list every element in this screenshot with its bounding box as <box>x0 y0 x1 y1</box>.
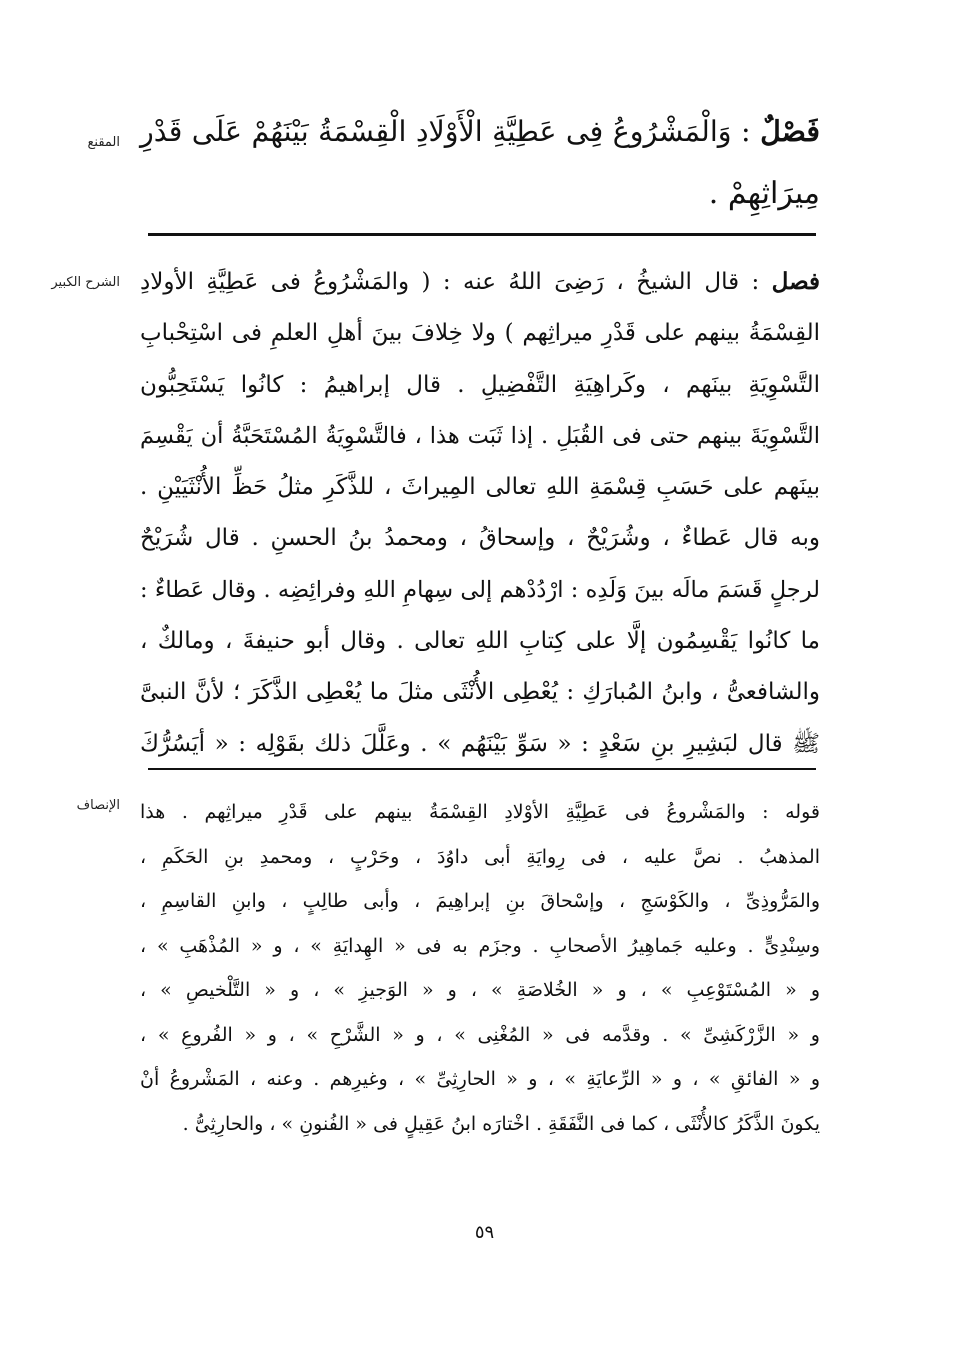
sharh-line-4: التَّسْوِيَةَ بينهم حتى فى القُبَلِ . إذا ثَبَت هذا ، فالتَّسْوِيَةُ المُسْتَحَبَّةُ أن يَقْسِمَ <box>140 422 820 449</box>
sharh-line-2: القِسْمَةُ بينهم على قَدْرِ ميراثِهم ) ولا خِلافَ بينَ أهلِ العلمِ فى اسْتِحْبابِ <box>140 320 820 347</box>
insaf-line-3: والمَرُّوذِىِّ ، والكَوْسَجِ ، وإسْحاقَ بنِ إبراهِيمَ ، وأبى طالِبٍ ، وابنِ القاسِمِ ، <box>140 890 820 912</box>
source-label-insaf: الإنصاف <box>76 798 120 813</box>
sharh-line-7: لرجلٍ قَسَمَ مالَه بينَ وَلَدِه : ارْدُدْهم إلى سِهامِ اللهِ وفرائِضِه . وقال عَطاءٌ : <box>140 576 820 603</box>
section-divider-2 <box>148 768 816 770</box>
insaf-text-block <box>140 790 820 1146</box>
sharh-heading: فصل <box>771 268 821 295</box>
muqni-heading: فَصْلٌ <box>760 114 820 148</box>
insaf-line-2: المذهبُ . نصَّ عليه ، فى رِوايَةِ أبى داوُدَ ، وحَرْبٍ ، ومحمدِ بنِ الحَكَمِ ، <box>140 845 820 868</box>
insaf-line-5: و « المُسْتَوْعِبِ » ، و « الخُلاصَةِ » ، و « الوَجيزِ » ، و « التَّلْخيصِ » ، <box>140 979 820 1001</box>
muqni-line-1-text: : وَالْمَشْرُوعُ فِى عَطِيَّةِ الْأَوْلَادِ الْقِسْمَةُ بَيْنَهُمْ عَلَى قَدْرِ <box>140 115 751 148</box>
sharh-line-6: وبه قال عَطاءٌ ، وشُرَيْحٌ ، وإسحاقُ ، ومحمدُ بنُ الحسنِ . قال شُرَيْحٌ <box>140 525 820 552</box>
insaf-line-4: وسِنْدِىٍّ . وعليه جَماهِيرُ الأصحابِ . وجزَم به فى « الهِدايَةِ » ، و « المُذْهَبِ » ، <box>140 934 820 957</box>
insaf-line-7: و « الفائقِ » ، و « الرِّعايَةِ » ، و « الحارِثِىِّ » ، وغيرِهم . وعنه ، المَشْروعُ أنْ <box>140 1068 820 1090</box>
source-label-muqni: المقنع <box>87 135 120 150</box>
muqni-line-1 <box>140 100 820 163</box>
insaf-line-1: قوله : والمَشْروعُ فى عَطِيَّةِ الأوْلادِ القِسْمَةُ بينهم على قَدْرِ ميراثِهم . هذا <box>140 801 820 823</box>
source-label-sharh: الشرح الكبير <box>51 275 120 290</box>
insaf-line-8: يكونَ الذَّكَرُ كالأُنْثَى ، كما فى النَّفَقَةِ . اخْتارَه ابنُ عَقِيلٍ فى « الفُنونِ » ، والحارِثِىُّ . <box>182 1112 820 1135</box>
section-divider-1 <box>148 233 816 236</box>
page-number: ٥٩ <box>474 1222 495 1243</box>
sharh-line-9: والشافعىُّ ، وابنُ المُبارَكِ : يُعْطِى الأُنْثَى مثلَ ما يُعْطِى الذَّكَرَ ؛ لأنَّ النبىَّ <box>140 679 820 706</box>
sharh-line-5: بينَهم على حَسَبِ قِسْمَةِ اللهِ تعالى المِيراثَ ، للذَّكَرِ مثلُ حَظِّ الأُنْثَيَيْنِ . <box>140 474 820 501</box>
muqni-text-block <box>140 100 820 225</box>
sharh-text-block <box>140 256 820 770</box>
sharh-line-1 <box>140 256 820 308</box>
sharh-line-8: ما كانُوا يَقْسِمُون إلَّا على كِتابِ اللهِ تعالى . وقال أبو حنيفةَ ، ومالكٌ ، <box>140 628 820 655</box>
sharh-line-10: ﷺ قال لبَشِيرِ بنِ سَعْدٍ : « سَوِّ بَيْنَهُم » . وعَلَّلَ ذلك بقَوْلِه : « أيَسُرُّكَ <box>140 730 820 757</box>
insaf-line-6: و « الزَّرْكَشِىِّ » . وقدَّمه فى « المُغْنِى » ، و « الشَّرْحِ » ، و « الفُروعِ » ، <box>140 1023 820 1046</box>
sharh-line-1-text: : قال الشيخُ ، رَضِىَ اللهُ عنه : ( والمَشْرُوعُ فى عَطِيَّةِ الأولادِ <box>140 269 760 295</box>
sharh-line-3: التَّسْوِيَةِ بينَهم ، وكَراهِيَةِ التَّفْضِيلِ . قال إبراهيمُ : كانُوا يَسْتَحِبُّون <box>140 371 820 398</box>
muqni-line-2: مِيرَاثِهِمْ . <box>708 176 820 211</box>
